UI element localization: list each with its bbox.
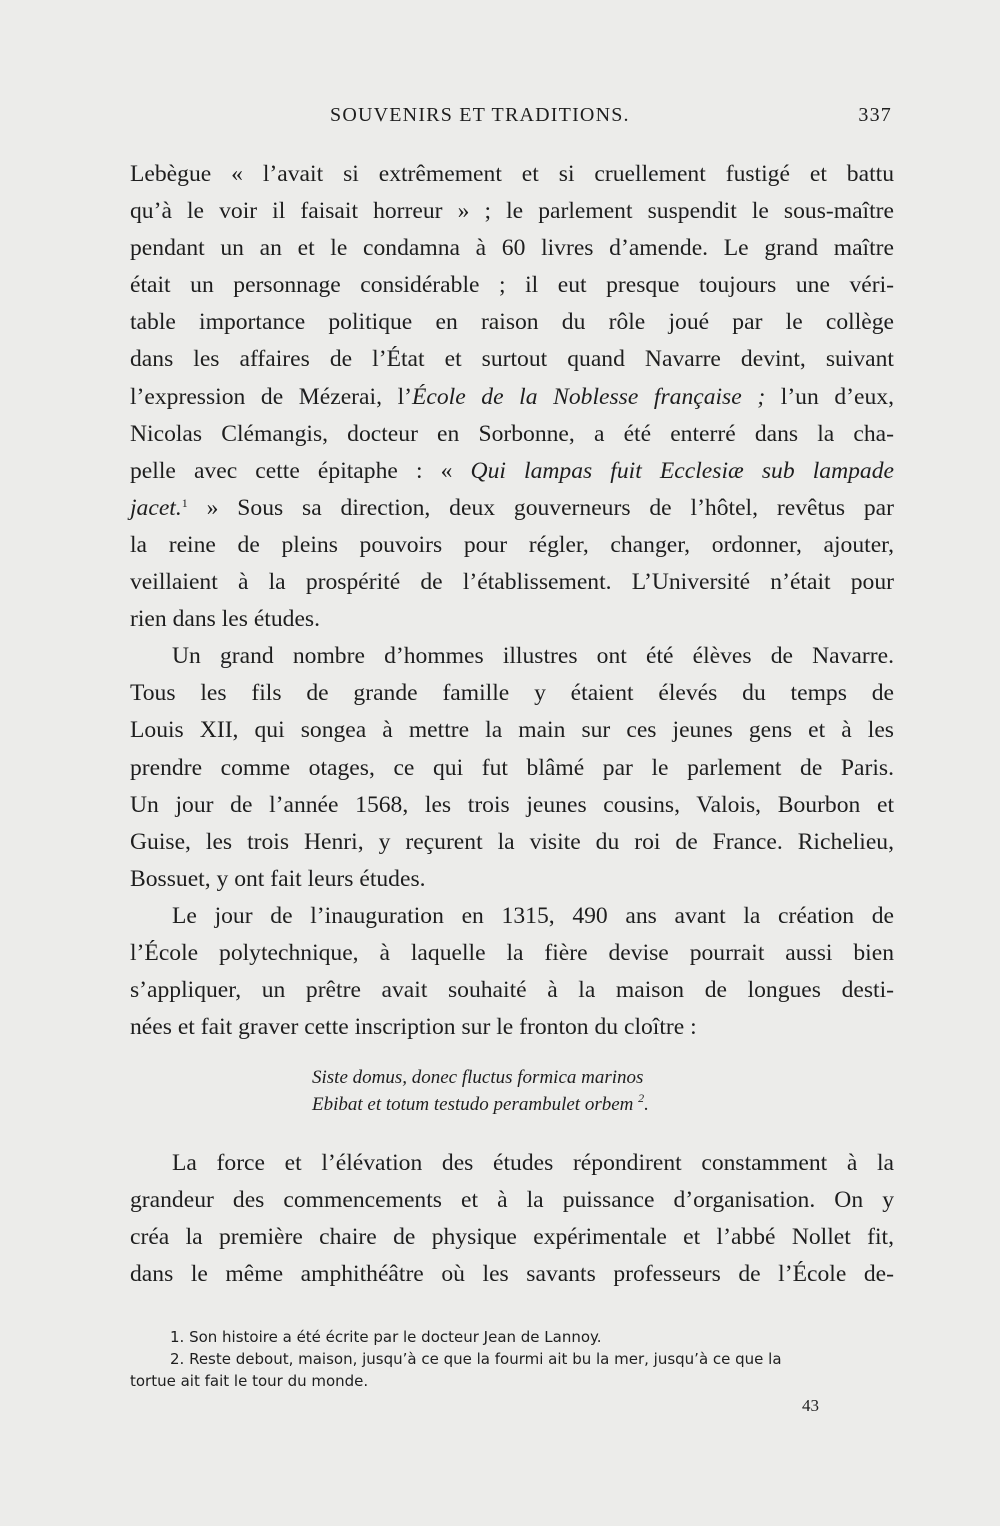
text-run: Ebibat et totum testudo perambulet orbem <box>312 1094 634 1115</box>
text-line: créa la première chaire de physique expérimentale et l’abbé Nollet fit, <box>130 1224 894 1251</box>
paragraph-3 <box>130 898 894 1046</box>
text-line: Un jour de l’année 1568, les trois jeunes cousins, Valois, Bourbon et <box>130 791 894 818</box>
paragraph-2 <box>130 638 894 898</box>
text-run: . <box>644 1094 649 1115</box>
text-line: était un personnage considérable ; il eut presque toujours une véri- <box>130 272 894 299</box>
paragraph-1 <box>130 156 894 638</box>
text-line <box>130 490 894 527</box>
text-line: Guise, les trois Henri, y reçurent la visite du roi de France. Richelieu, <box>130 828 894 855</box>
page-number: 337 <box>858 104 892 126</box>
latin-inscription <box>312 1064 649 1118</box>
text-run: l’un d’eux, <box>765 383 894 410</box>
text-line: rien dans les études. <box>130 606 321 633</box>
text-line: s’appliquer, un prêtre avait souhaité à la maison de longues desti- <box>130 977 894 1004</box>
text-line: veillaient à la prospérité de l’établissement. L’Université n’était pour <box>130 569 894 596</box>
italic-epitaph: Qui lampas fuit Ecclesiæ sub lampade <box>470 457 894 484</box>
text-line: La force et l’élévation des études répondirent constamment à la <box>172 1150 894 1176</box>
text-line: dans les affaires de l’État et surtout quand Navarre devint, suivant <box>130 346 894 373</box>
text-line: dans le même amphithéâtre où les savants professeurs de l’École de- <box>130 1261 894 1288</box>
footnotes <box>130 1326 898 1392</box>
text-line: grandeur des commencements et à la puissance d’organisation. On y <box>130 1187 894 1214</box>
text-line: l’École polytechnique, à laquelle la fière devise pourrait aussi bien <box>130 939 894 966</box>
footnote-ref-1: 1 <box>181 495 188 510</box>
text-line: la reine de pleins pouvoirs pour régler, changer, ordonner, ajouter, <box>130 531 894 558</box>
text-line <box>130 379 894 416</box>
text-line: Tous les fils de grande famille y étaient élevés du temps de <box>130 680 894 707</box>
verse-line: Siste domus, donec fluctus formica marinos <box>312 1067 644 1088</box>
text-line <box>130 453 894 490</box>
italic-title: École de la Noblesse française ; <box>411 383 766 410</box>
body-text <box>130 156 894 1046</box>
running-header <box>130 104 892 134</box>
text-line: table importance politique en raison du rôle joué par le collège <box>130 309 894 336</box>
text-run: pelle avec cette épitaphe : « <box>130 457 471 484</box>
text-line: nées et fait graver cette inscription sur le fronton du cloître : <box>130 1014 697 1041</box>
text-line: qu’à le voir il faisait horreur » ; le parlement suspendit le sous-maître <box>130 198 894 225</box>
text-line: Nicolas Clémangis, docteur en Sorbonne, a été enterré dans la cha- <box>130 420 894 447</box>
text-line: Lebègue « l’avait si extrêmement et si cruellement fustigé et battu <box>130 161 894 187</box>
footnote-ref-2: 2 <box>638 1091 645 1105</box>
italic-epitaph-end: jacet. <box>130 494 182 521</box>
text-run: l’expression de Mézerai, l’ <box>130 383 412 410</box>
text-line: Bossuet, y ont fait leurs études. <box>130 865 426 892</box>
footnote-1: 1. Son histoire a été écrite par le docteur Jean de Lannoy. <box>170 1328 602 1346</box>
text-line: Le jour de l’inauguration en 1315, 490 ans avant la création de <box>172 902 894 929</box>
text-line: Un grand nombre d’hommes illustres ont été élèves de Navarre. <box>172 643 894 670</box>
signature-mark: 43 <box>802 1396 819 1415</box>
text-line: prendre comme otages, ce qui fut blâmé par le parlement de Paris. <box>130 754 894 781</box>
text-line: pendant un an et le condamna à 60 livres d’amende. Le grand maître <box>130 235 894 262</box>
text-line: Louis XII, qui songea à mettre la main sur ces jeunes gens et à les <box>130 717 894 744</box>
running-title: SOUVENIRS ET TRADITIONS. <box>330 104 630 126</box>
verse-line <box>312 1091 649 1118</box>
footnote-2-continued: tortue ait fait le tour du monde. <box>130 1372 369 1390</box>
paragraph-4 <box>130 1145 894 1293</box>
footnote-2: 2. Reste debout, maison, jusqu’à ce que la fourmi ait bu la mer, jusqu’à ce que la <box>170 1350 782 1368</box>
text-run: » Sous sa direction, deux gouverneurs de l’hôtel, revêtus par <box>187 494 894 521</box>
